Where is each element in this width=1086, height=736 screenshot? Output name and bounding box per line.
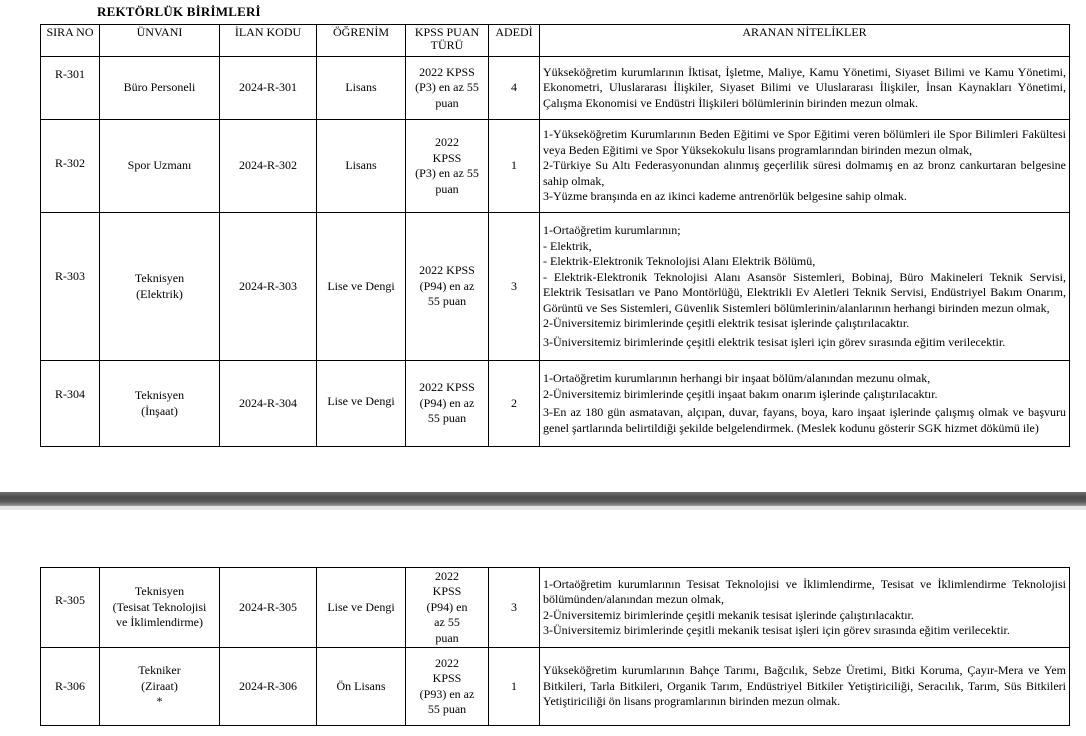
- header-ilan-kodu: İLAN KODU: [220, 25, 317, 57]
- unvan-cell: [100, 120, 220, 213]
- header-adedi: ADEDİ: [489, 25, 540, 57]
- unvan-line: Teknisyen: [134, 584, 185, 599]
- kpss-line: 2022: [435, 135, 459, 149]
- aranan-nitelikler-cell: [540, 120, 1070, 213]
- ogrenim-cell: Lise ve Dengi: [317, 361, 406, 447]
- ilan-kodu-cell: 2024-R-304: [220, 361, 317, 447]
- unvan-cell: [100, 568, 220, 648]
- unvan-line: Büro Personeli: [123, 80, 196, 95]
- table-row: [41, 120, 1070, 213]
- positions-table-continued-body: [41, 568, 1070, 726]
- header-ogrenim: ÖĞRENİM: [317, 25, 406, 57]
- positions-table: [40, 24, 1070, 447]
- nitelik-item: 2-Üniversitemiz birimlerinde çeşitli mekanik tesisat işlerinde çalıştırılacaktır.: [543, 607, 914, 622]
- ilan-kodu-cell: 2024-R-303: [220, 213, 317, 361]
- kpss-line: puan: [435, 181, 459, 196]
- adedi-cell: 1: [489, 120, 540, 213]
- adedi-cell: 4: [489, 57, 540, 120]
- positions-table-continued: [40, 567, 1070, 726]
- nitelik-item: - Elektrik-Elektronik Teknolojisi Alanı Elektrik Bölümü,: [543, 254, 816, 268]
- kpss-line: KPSS: [432, 584, 462, 599]
- table-row: [41, 648, 1070, 726]
- sira-no-cell: R-305: [41, 568, 100, 648]
- nitelik-item: 2-Türkiye Su Altı Federasyonundan alınmış geçerlilik süresi dolmamış en az bronz cankurtaran belgesine sahip olmak,: [543, 158, 1066, 188]
- table-row: [41, 568, 1070, 648]
- table-row: [41, 57, 1070, 120]
- nitelik-item: 3-Yüzme branşında en az ikinci kademe antrenörlük belgesine sahip olmak.: [543, 189, 907, 204]
- adedi-cell: 3: [489, 213, 540, 361]
- kpss-cell: [406, 361, 489, 447]
- ogrenim-cell: Ön Lisans: [317, 648, 406, 726]
- ogrenim-cell: Lise ve Dengi: [317, 213, 406, 361]
- kpss-line: (P94) en: [426, 599, 468, 614]
- kpss-line: (P94) en az: [419, 395, 475, 410]
- nitelik-item: 1-Yükseköğretim Kurumlarının Beden Eğitimi ve Spor Eğitimi veren bölümleri ile Spor Bilimleri Fakültesi veya Beden Eğitimi ve Spor Yüksekokulu lisans programlarından birinden mezun olmak,: [543, 127, 1066, 157]
- ilan-kodu-cell: 2024-R-302: [220, 120, 317, 213]
- unvan-cell: [100, 361, 220, 447]
- nitelik-item: 1-Ortaöğretim kurumlarının;: [543, 223, 681, 237]
- kpss-line: 55 puan: [427, 294, 467, 309]
- sira-no-cell: R-306: [41, 648, 100, 726]
- unvan-line: (Ziraat): [141, 678, 178, 693]
- kpss-line: 55 puan: [427, 411, 467, 426]
- header-aranan-nitelikler: ARANAN NİTELİKLER: [540, 25, 1070, 57]
- ilan-kodu-cell: 2024-R-306: [220, 648, 317, 726]
- nitelik-item: 1-Ortaöğretim kurumlarının herhangi bir inşaat bölüm/alanından mezunu olmak,: [543, 371, 931, 385]
- header-sira-no: SIRA NO: [41, 25, 100, 57]
- kpss-line: (P93) en az: [419, 686, 475, 701]
- nitelik-item: - Elektrik-Elektronik Teknolojisi Alanı Asansör Sistemleri, Bobinaj, Büro Makineleri Teknik Servisi, Elektrik Tesisatları ve Pano Montörlüğü, Elektrikli Ev Aletleri Teknik Servisi, Endüstriyel Bakım Onarım, Görüntü ve Ses Sistemleri, Güvenlik Sistemleri bölümlerinin/alanlarının herhangi birinden mezun olmak,: [543, 269, 1066, 315]
- unvan-cell: [100, 213, 220, 361]
- kpss-line: 2022 KPSS: [419, 380, 475, 395]
- adedi-cell: 1: [489, 648, 540, 726]
- header-kpss-line1: KPSS PUAN: [414, 25, 480, 39]
- nitelik-item: 2-Üniversitemiz birimlerinde çeşitli elektrik tesisat işlerinde çalıştırılacaktır.: [543, 316, 910, 330]
- table-row: [41, 361, 1070, 447]
- nitelik-item: 2-Üniversitemiz birimlerinde çeşitli inşaat bakım onarım işlerinde çalıştırılacaktır.: [543, 386, 938, 401]
- header-kpss: [406, 25, 489, 57]
- unvan-line: Tekniker: [138, 663, 181, 678]
- kpss-line: puan: [435, 630, 459, 645]
- kpss-cell: [406, 648, 489, 726]
- nitelik-item: - Elektrik,: [543, 238, 592, 253]
- kpss-line: 2022 KPSS: [419, 64, 475, 79]
- kpss-cell: [406, 57, 489, 120]
- nitelik-item: Yükseköğretim kurumlarının İktisat, İşletme, Maliye, Kamu Yönetimi, Siyaset Bilimi ve Kamu Yönetimi, Ekonometri, Uluslararası İlişkiler, Siyaset Bilimi ve Uluslararası İlişkiler, İnsan Kaynakları Yönetimi, Çalışma Ekonomisi ve Endüstri İlişkileri bölümlerinin birinden mezun olmak.: [543, 64, 1066, 110]
- unvan-cell: [100, 648, 220, 726]
- nitelik-item: 3-Üniversitemiz birimlerinde çeşitli elektrik tesisat işleri için görev sırasında eğitim verilecektir.: [543, 334, 1006, 349]
- kpss-line: (P94) en az: [419, 278, 475, 293]
- nitelik-item: 3-Üniversitemiz birimlerinde çeşitli mekanik tesisat işleri için görev sırasında eğitim verilecektir.: [543, 623, 1010, 637]
- header-unvani: ÜNVANI: [100, 25, 220, 57]
- kpss-line: (P3) en az 55: [415, 166, 479, 180]
- header-row: [41, 25, 1070, 57]
- kpss-line: 55 puan: [427, 702, 467, 716]
- unvan-line: (Tesisat Teknolojisi: [112, 599, 207, 614]
- unvan-line: *: [156, 694, 163, 709]
- ilan-kodu-cell: 2024-R-305: [220, 568, 317, 648]
- unvan-cell: [100, 57, 220, 120]
- kpss-line: puan: [435, 95, 459, 110]
- ilan-kodu-cell: 2024-R-301: [220, 57, 317, 120]
- unvan-line: Teknisyen: [134, 388, 185, 402]
- nitelik-item: Yükseköğretim kurumlarının Bahçe Tarımı, Bağcılık, Sebze Üretimi, Bitki Koruma, Çayır-Mera ve Yem Bitkileri, Tarla Bitkileri, Organik Tarım, Endüstriyel Bitkiler Yetiştiriciliği, Seracılık, Tarım, Süs Bitkileri Yetiştiriciliği ön lisans programlarının birinden mezun olmak.: [543, 663, 1066, 709]
- sira-no-cell: R-302: [41, 120, 100, 213]
- section-title: REKTÖRLÜK BİRİMLERİ: [97, 4, 261, 19]
- unvan-line: (Elektrik): [136, 286, 183, 301]
- kpss-cell: [406, 213, 489, 361]
- header-kpss-line2: TÜRÜ: [430, 38, 464, 52]
- sira-no-cell: R-303: [41, 213, 100, 361]
- unvan-line: ve İklimlendirme): [116, 615, 203, 630]
- unvan-line: (İnşaat): [141, 403, 178, 418]
- positions-table-body: [41, 57, 1070, 447]
- aranan-nitelikler-cell: [540, 361, 1070, 447]
- kpss-cell: [406, 120, 489, 213]
- nitelik-item: 1-Ortaöğretim kurumlarının Tesisat Teknolojisi ve İklimlendirme, Tesisat ve İklimlendirme Teknolojisi bölümünden/alanından mezun olmak,: [543, 576, 1066, 606]
- nitelik-item: 3-En az 180 gün asmatavan, alçıpan, duvar, fayans, boya, karo inşaat işlerinde çalışmış olmak ve başvuru genel şartlarında belirtildiği şekilde belgelendirmek. (Meslek kodunu gösterir SGK hizmet dökümü ile): [543, 405, 1066, 435]
- kpss-line: 2022: [435, 655, 459, 670]
- kpss-line: 2022 KPSS: [419, 263, 475, 278]
- unvan-line: Spor Uzmanı: [127, 158, 192, 173]
- kpss-cell: [406, 568, 489, 648]
- kpss-line: az 55: [434, 615, 460, 630]
- kpss-line: (P3) en az 55: [415, 80, 479, 95]
- page-break-divider: [0, 492, 1086, 506]
- ogrenim-cell: Lisans: [317, 120, 406, 213]
- kpss-line: 2022: [435, 568, 459, 583]
- unvan-line: Teknisyen: [134, 271, 185, 285]
- ogrenim-cell: Lise ve Dengi: [317, 568, 406, 648]
- kpss-line: KPSS: [432, 671, 462, 685]
- adedi-cell: 3: [489, 568, 540, 648]
- aranan-nitelikler-cell: [540, 648, 1070, 726]
- aranan-nitelikler-cell: [540, 568, 1070, 648]
- sira-no-cell: R-304: [41, 361, 100, 447]
- table-row: [41, 213, 1070, 361]
- ogrenim-cell: Lisans: [317, 57, 406, 120]
- adedi-cell: 2: [489, 361, 540, 447]
- kpss-line: KPSS: [432, 150, 462, 165]
- aranan-nitelikler-cell: [540, 57, 1070, 120]
- sira-no-cell: R-301: [41, 57, 100, 120]
- aranan-nitelikler-cell: [540, 213, 1070, 361]
